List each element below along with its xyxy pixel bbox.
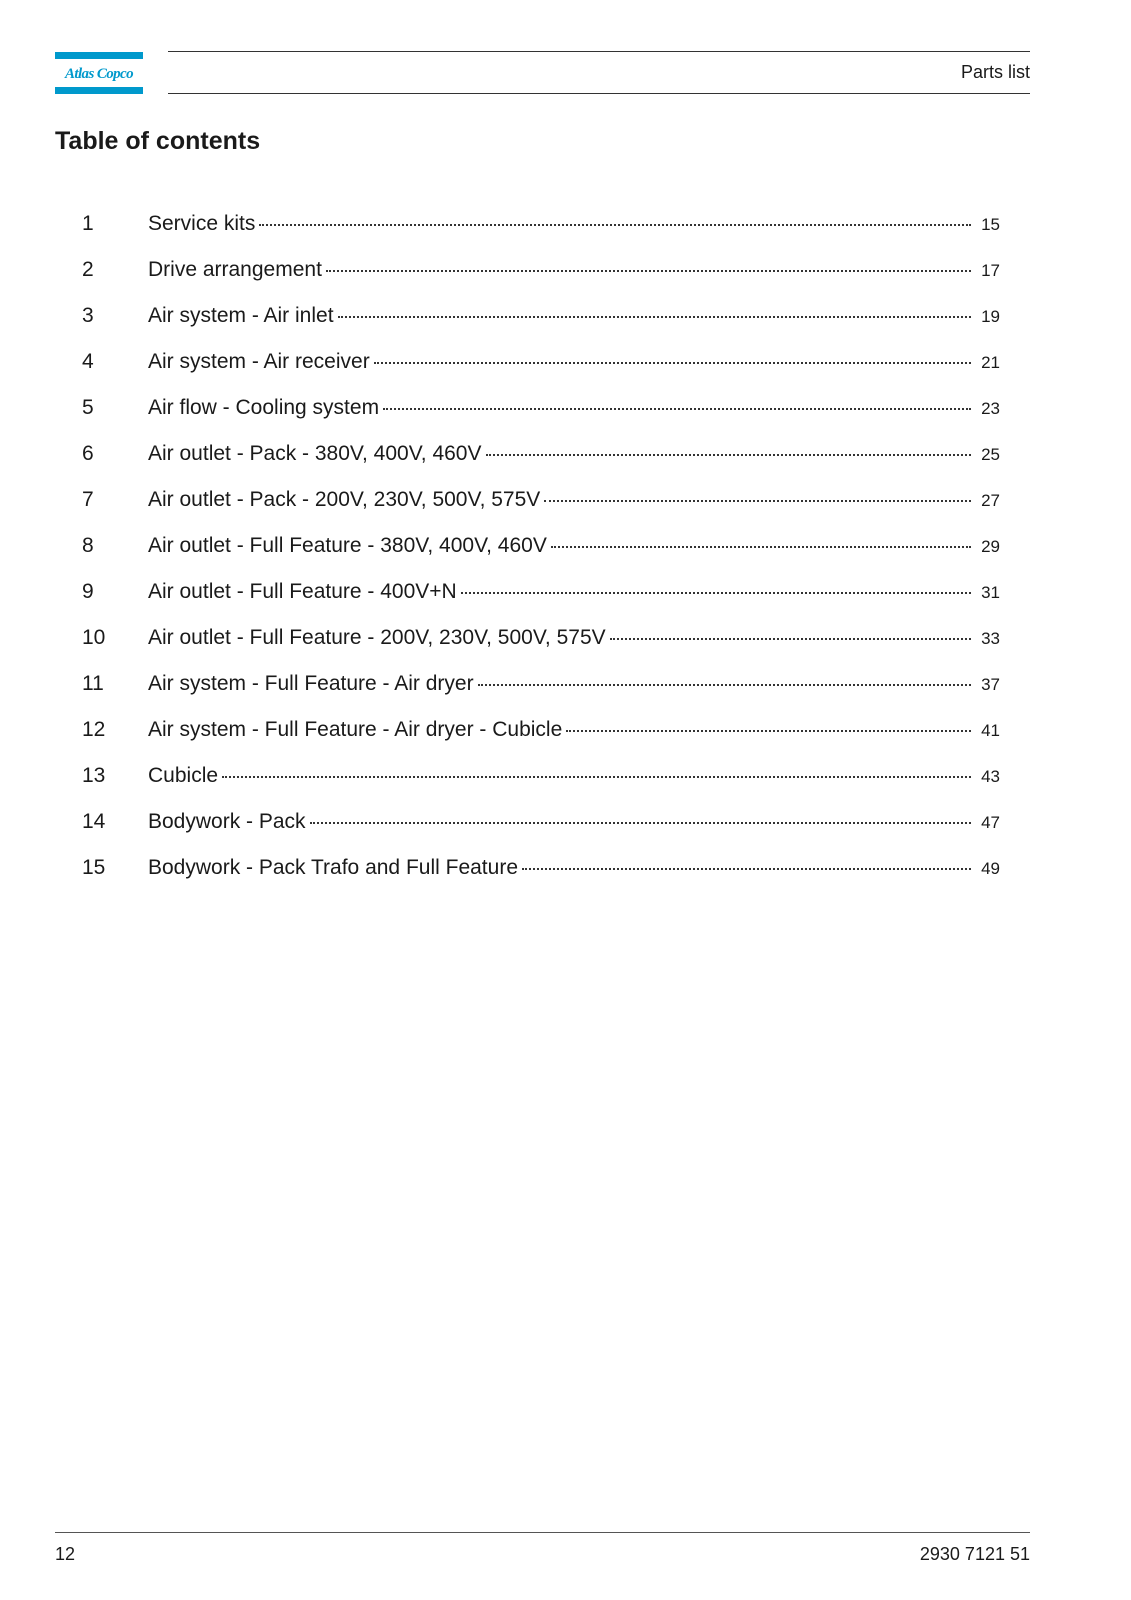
header-top-rule <box>168 51 1030 52</box>
toc-entry-title[interactable]: Drive arrangement <box>148 258 322 281</box>
toc-entry-page[interactable]: 17 <box>981 261 1000 280</box>
toc-entry[interactable] <box>82 257 1000 303</box>
toc-entry-page[interactable]: 43 <box>981 767 1000 786</box>
toc-dot-leader <box>374 362 971 364</box>
page-title: Table of contents <box>55 127 261 155</box>
toc-entry-number: 11 <box>82 672 104 695</box>
toc-dot-leader <box>259 224 971 226</box>
toc-entry-page[interactable]: 31 <box>981 583 1000 602</box>
toc-entry-number: 13 <box>82 764 106 787</box>
toc-entry[interactable] <box>82 579 1000 625</box>
toc-entry[interactable] <box>82 671 1000 717</box>
logo-bottom-bar <box>55 87 143 94</box>
toc-entry-title[interactable]: Air system - Full Feature - Air dryer <box>148 672 474 695</box>
toc-entry-title[interactable]: Air system - Air receiver <box>148 350 370 373</box>
toc-entry-number: 7 <box>82 488 94 511</box>
toc-entry-number: 15 <box>82 856 106 879</box>
toc-entry[interactable] <box>82 395 1000 441</box>
toc-entry[interactable] <box>82 303 1000 349</box>
footer-document-number: 2930 7121 51 <box>919 1544 1030 1564</box>
toc-entry-page[interactable]: 29 <box>981 537 1000 556</box>
toc-entry-title[interactable]: Air outlet - Pack - 200V, 230V, 500V, 575V <box>148 488 541 511</box>
logo-wordmark: Atlas Copco <box>65 66 133 82</box>
toc-dot-leader <box>326 270 971 272</box>
toc-entry-number: 10 <box>82 626 106 649</box>
toc-dot-leader <box>383 408 971 410</box>
toc-entry-title[interactable]: Bodywork - Pack <box>148 810 306 833</box>
toc-entry-number: 5 <box>82 396 94 419</box>
toc-entry-page[interactable]: 41 <box>981 721 1000 740</box>
toc-entry-number: 14 <box>82 810 106 833</box>
header-section-label: Parts list <box>960 62 1030 82</box>
toc-entry-page[interactable]: 25 <box>981 445 1000 464</box>
toc-entry-number: 4 <box>82 350 94 373</box>
toc-entry-title[interactable]: Bodywork - Pack Trafo and Full Feature <box>148 856 518 879</box>
toc-entry[interactable] <box>82 441 1000 487</box>
toc-dot-leader <box>566 730 971 732</box>
toc-dot-leader <box>478 684 971 686</box>
footer-rule <box>55 1532 1030 1533</box>
toc-entry-title[interactable]: Air outlet - Pack - 380V, 400V, 460V <box>148 442 482 465</box>
toc-entry[interactable] <box>82 211 1000 257</box>
toc-entry[interactable] <box>82 487 1000 533</box>
toc-entry-page[interactable]: 37 <box>981 675 1000 694</box>
toc-entry-page[interactable]: 23 <box>981 399 1000 418</box>
toc-entry-page[interactable]: 21 <box>981 353 1000 372</box>
toc-entry-title[interactable]: Air flow - Cooling system <box>148 396 380 419</box>
toc-entry[interactable] <box>82 763 1000 809</box>
toc-dot-leader <box>461 592 971 594</box>
toc-dot-leader <box>338 316 971 318</box>
toc-entry[interactable] <box>82 809 1000 855</box>
toc-entry-title[interactable]: Air outlet - Full Feature - 380V, 400V, 460V <box>148 534 547 557</box>
toc-entry[interactable] <box>82 349 1000 395</box>
toc-entry-page[interactable]: 27 <box>981 491 1000 510</box>
toc-entry-title[interactable]: Service kits <box>148 212 256 235</box>
toc-entry-number: 9 <box>82 580 94 603</box>
toc-entry-number: 6 <box>82 442 94 465</box>
toc-entry-number: 8 <box>82 534 94 557</box>
toc-entry[interactable] <box>82 855 1000 901</box>
toc-entry-number: 3 <box>82 304 94 327</box>
logo-top-bar <box>55 52 143 59</box>
toc-dot-leader <box>544 500 971 502</box>
toc-entry-number: 2 <box>82 258 94 281</box>
toc-entry[interactable] <box>82 625 1000 671</box>
toc-dot-leader <box>486 454 972 456</box>
toc-dot-leader <box>222 776 971 778</box>
toc-entry-number: 12 <box>82 718 106 741</box>
toc-entry-page[interactable]: 15 <box>981 215 1000 234</box>
toc-entry-title[interactable]: Air outlet - Full Feature - 200V, 230V, 500V, 575V <box>148 626 606 649</box>
toc-entry-title[interactable]: Air system - Full Feature - Air dryer - Cubicle <box>148 718 563 741</box>
toc-dot-leader <box>551 546 971 548</box>
table-of-contents <box>82 211 1000 901</box>
toc-entry-title[interactable]: Cubicle <box>148 764 219 787</box>
toc-dot-leader <box>522 868 971 870</box>
toc-entry-number: 1 <box>82 212 94 235</box>
toc-entry-title[interactable]: Air system - Air inlet <box>148 304 334 327</box>
toc-entry-page[interactable]: 33 <box>981 629 1000 648</box>
toc-entry[interactable] <box>82 533 1000 579</box>
toc-dot-leader <box>310 822 971 824</box>
toc-entry-page[interactable]: 19 <box>981 307 1000 326</box>
toc-entry-page[interactable]: 47 <box>981 813 1000 832</box>
atlas-copco-logo <box>55 52 143 94</box>
toc-entry-page[interactable]: 49 <box>981 859 1000 878</box>
footer-page-number: 12 <box>55 1544 76 1564</box>
header-bottom-rule <box>168 93 1030 94</box>
toc-entry[interactable] <box>82 717 1000 763</box>
toc-dot-leader <box>610 638 971 640</box>
toc-entry-title[interactable]: Air outlet - Full Feature - 400V+N <box>148 580 457 603</box>
